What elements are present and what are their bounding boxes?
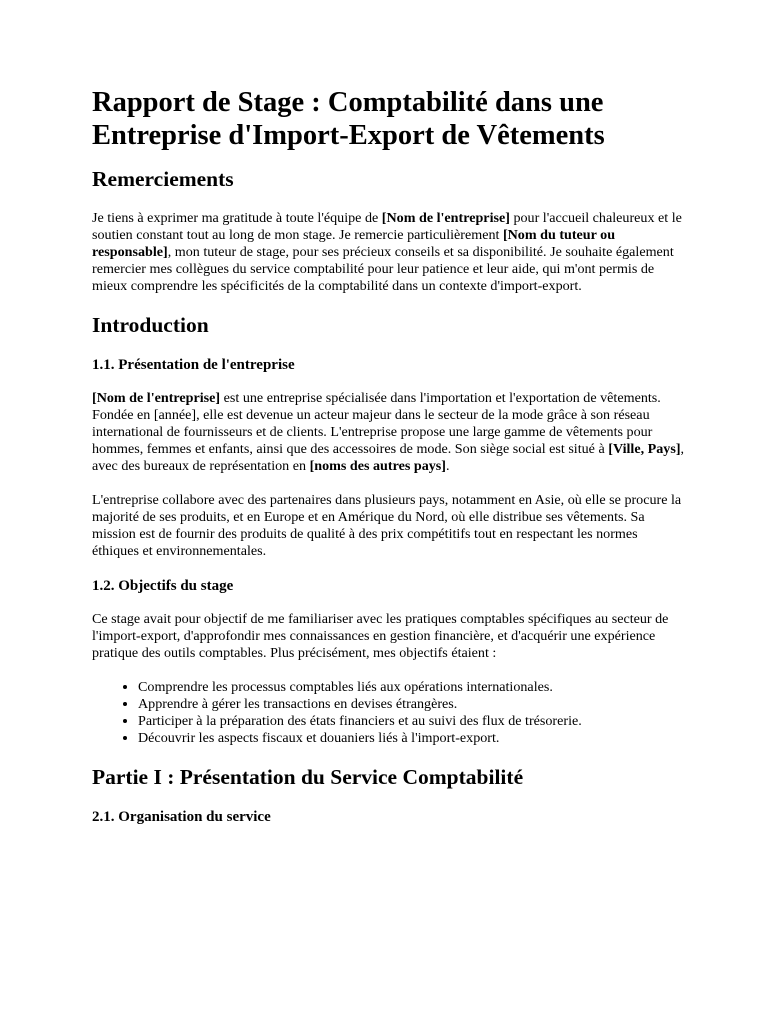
list-item: • Apprendre à gérer les transactions en devises étrangères. [138, 696, 688, 713]
objectives-list [92, 679, 688, 747]
company-partners-paragraph: L'entreprise collabore avec des partenaires dans plusieurs pays, notamment en Asie, où elle se procure la majorité de ses produits, et en Europe et en Amérique du Nord, où elle distribue ses vêtements. Sa mission est de fournir des produits de qualité à des prix compétitifs tout en respectant les normes éthiques et environnementales. [92, 492, 682, 559]
placeholder-city-country: [Ville, Pays] [608, 441, 681, 457]
text-run: pour l'accueil chaleureux et le soutien constant tout au long de mon stage. Je remercie particulièrement [92, 210, 682, 243]
heading-remerciements: Remerciements [92, 167, 234, 191]
heading-partie-1: Partie I : Présentation du Service Comptabilité [92, 765, 524, 789]
placeholder-other-countries: [noms des autres pays] [309, 458, 446, 474]
list-item: • Participer à la préparation des états financiers et au suivi des flux de trésorerie. [138, 713, 688, 730]
company-presentation-paragraph [92, 390, 688, 475]
placeholder-company-name: [Nom de l'entreprise] [381, 210, 510, 226]
list-item: • Comprendre les processus comptables liés aux opérations internationales. [138, 679, 688, 696]
heading-1-2: 1.2. Objectifs du stage [92, 578, 234, 594]
list-item: • Découvrir les aspects fiscaux et douaniers liés à l'import-export. [138, 730, 688, 747]
text-run: , avec des bureaux de représentation en [92, 441, 685, 474]
document-title: Rapport de Stage : Comptabilité dans une Entreprise d'Import-Export de Vêtements [92, 87, 605, 151]
heading-2-1: 2.1. Organisation du service [92, 809, 271, 825]
objectives-paragraph: Ce stage avait pour objectif de me familiariser avec les pratiques comptables spécifiques au secteur de l'import-export, d'approfondir mes connaissances en gestion financière, et d'acquérir une expérience pratique des outils comptables. Plus précisément, mes objectifs étaient : [92, 611, 669, 661]
text-run: Je tiens à exprimer ma gratitude à toute l'équipe de [92, 210, 382, 226]
placeholder-company-name: [Nom de l'entreprise] [92, 390, 221, 406]
text-run: , mon tuteur de stage, pour ses précieux conseils et sa disponibilité. Je souhaite également remercier mes collègues du service comptabilité pour leur patience et leur aide, qui m'ont permis de mieux comprendre les spécificités de la comptabilité dans un contexte d'import-export. [92, 244, 674, 294]
text-run: . [445, 458, 450, 474]
placeholder-tutor-name: [Nom du tuteur ou responsable] [92, 227, 616, 260]
heading-1-1: 1.1. Présentation de l'entreprise [92, 357, 295, 373]
remerciements-paragraph [92, 210, 688, 295]
text-run: est une entreprise spécialisée dans l'importation et l'exportation de vêtements. Fondée en [année], elle est devenue un acteur majeur dans le secteur de la mode grâce à son réseau international de fournisseurs et de clients. L'entreprise propose une large gamme de vêtements pour hommes, femmes et enfants, ainsi que des accessoires de mode. Son siège social est situé à [92, 390, 661, 457]
heading-introduction: Introduction [92, 313, 209, 337]
